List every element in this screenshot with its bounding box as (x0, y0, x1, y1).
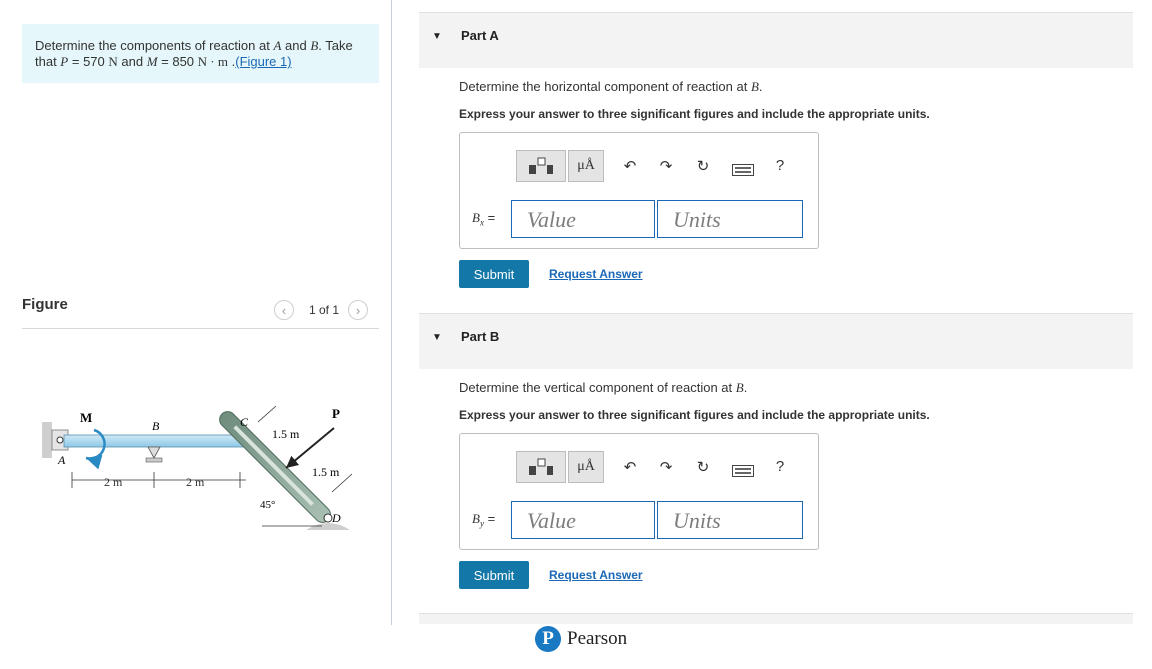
part-a-question-var: B (750, 79, 759, 94)
figure-diagram (36, 400, 356, 550)
templates-icon (528, 458, 554, 476)
part-b-question (459, 380, 747, 396)
label-a: A (58, 453, 66, 467)
problem-text-and2: and (117, 54, 147, 69)
templates-icon (528, 157, 554, 175)
problem-dot: . (228, 54, 236, 69)
undo-icon[interactable]: ↶ (623, 158, 637, 175)
label-p: P (332, 406, 340, 421)
problem-text-and: and (281, 38, 311, 53)
part-b-header[interactable] (419, 313, 1133, 369)
pearson-brand (535, 626, 627, 652)
label-d: D (332, 511, 341, 525)
var-p: P (60, 54, 69, 69)
label-b: B (152, 419, 160, 433)
bx-var: B (472, 210, 480, 225)
pager-count: 1 of 1 (309, 303, 340, 317)
units-icon: μÅ (577, 459, 595, 474)
units-button[interactable] (568, 150, 604, 182)
bx-label (472, 210, 495, 228)
var-m: M (146, 54, 158, 69)
help-icon[interactable]: ? (775, 157, 785, 174)
part-b-instruction: Express your answer to three significant figures and include the appropriate units. (459, 408, 930, 422)
part-a-header[interactable] (419, 12, 1133, 68)
request-answer-link[interactable]: Request Answer (549, 267, 643, 281)
part-a-question-suffix: . (758, 79, 763, 94)
problem-text-take: . Take that (35, 38, 353, 69)
part-a-question (459, 79, 763, 95)
reset-icon[interactable]: ↻ (696, 158, 710, 175)
support-b (148, 447, 160, 458)
keyboard-icon[interactable] (732, 164, 754, 176)
p-unit: N (108, 54, 118, 69)
by-label (472, 511, 495, 529)
pin-d (324, 514, 332, 522)
part-b-title: Part B (461, 329, 500, 344)
figure-heading: Figure (22, 296, 68, 313)
pearson-logo-icon: P (535, 626, 561, 652)
label-c: C (240, 415, 249, 429)
label-dim-2m-right: 2 m (186, 475, 205, 489)
ground-d (306, 523, 350, 530)
help-icon[interactable]: ? (775, 458, 785, 475)
request-answer-link[interactable]: Request Answer (549, 568, 643, 582)
figure-divider (22, 328, 379, 329)
keyboard-icon[interactable] (732, 465, 754, 477)
m-value: = 850 (157, 54, 198, 69)
problem-text-prefix: Determine the components of reaction at (35, 38, 274, 53)
submit-button[interactable]: Submit (459, 561, 529, 589)
next-part-strip (419, 613, 1133, 624)
bx-sub: x (479, 217, 484, 228)
collapse-triangle-icon[interactable]: ▼ (432, 332, 442, 343)
var-a: A (273, 38, 282, 53)
beam-ac (64, 435, 254, 447)
redo-icon[interactable]: ↷ (659, 459, 673, 476)
units-button[interactable] (568, 451, 604, 483)
by-var: B (472, 511, 480, 526)
chevron-right-icon[interactable]: › (348, 300, 368, 320)
by-sub: y (479, 518, 484, 529)
label-dim-2m-left: 2 m (104, 475, 123, 489)
wall-support (42, 422, 52, 458)
figure-pager (274, 299, 368, 321)
value-input[interactable]: Value (511, 501, 655, 539)
part-b-question-text: Determine the vertical component of reaction at (459, 380, 736, 395)
column-divider (391, 0, 392, 625)
value-input[interactable]: Value (511, 200, 655, 238)
part-a-title: Part A (461, 28, 499, 43)
pearson-name: Pearson (567, 628, 628, 649)
by-eq: = (483, 511, 496, 526)
m-unit: N · m (197, 54, 228, 69)
problem-statement (22, 24, 379, 83)
label-m: M (80, 410, 93, 425)
submit-button[interactable]: Submit (459, 260, 529, 288)
undo-icon[interactable]: ↶ (623, 459, 637, 476)
reset-icon[interactable]: ↻ (696, 459, 710, 476)
templates-button[interactable] (516, 150, 566, 182)
collapse-triangle-icon[interactable]: ▼ (432, 31, 442, 42)
pin-a (57, 437, 63, 443)
p-value: = 570 (68, 54, 109, 69)
units-icon: μÅ (577, 158, 595, 173)
dim-line-top (258, 406, 276, 422)
part-b-question-suffix: . (743, 380, 748, 395)
units-input[interactable]: Units (657, 501, 803, 539)
part-a-answer-box (459, 132, 819, 249)
part-a-question-text: Determine the horizontal component of reaction at (459, 79, 751, 94)
bx-eq: = (483, 210, 496, 225)
redo-icon[interactable]: ↷ (659, 158, 673, 175)
var-b: B (310, 38, 319, 53)
figure-link[interactable]: (Figure 1) (235, 54, 292, 69)
support-b-base (146, 458, 162, 462)
label-dim-1-5m-bottom: 1.5 m (312, 465, 340, 479)
chevron-left-icon[interactable]: ‹ (274, 300, 294, 320)
part-a-instruction: Express your answer to three significant figures and include the appropriate units. (459, 107, 930, 121)
templates-button[interactable] (516, 451, 566, 483)
units-input[interactable]: Units (657, 200, 803, 238)
label-dim-1-5m-top: 1.5 m (272, 427, 300, 441)
label-angle: 45° (260, 499, 276, 511)
part-b-answer-box (459, 433, 819, 550)
part-b-question-var: B (735, 380, 744, 395)
